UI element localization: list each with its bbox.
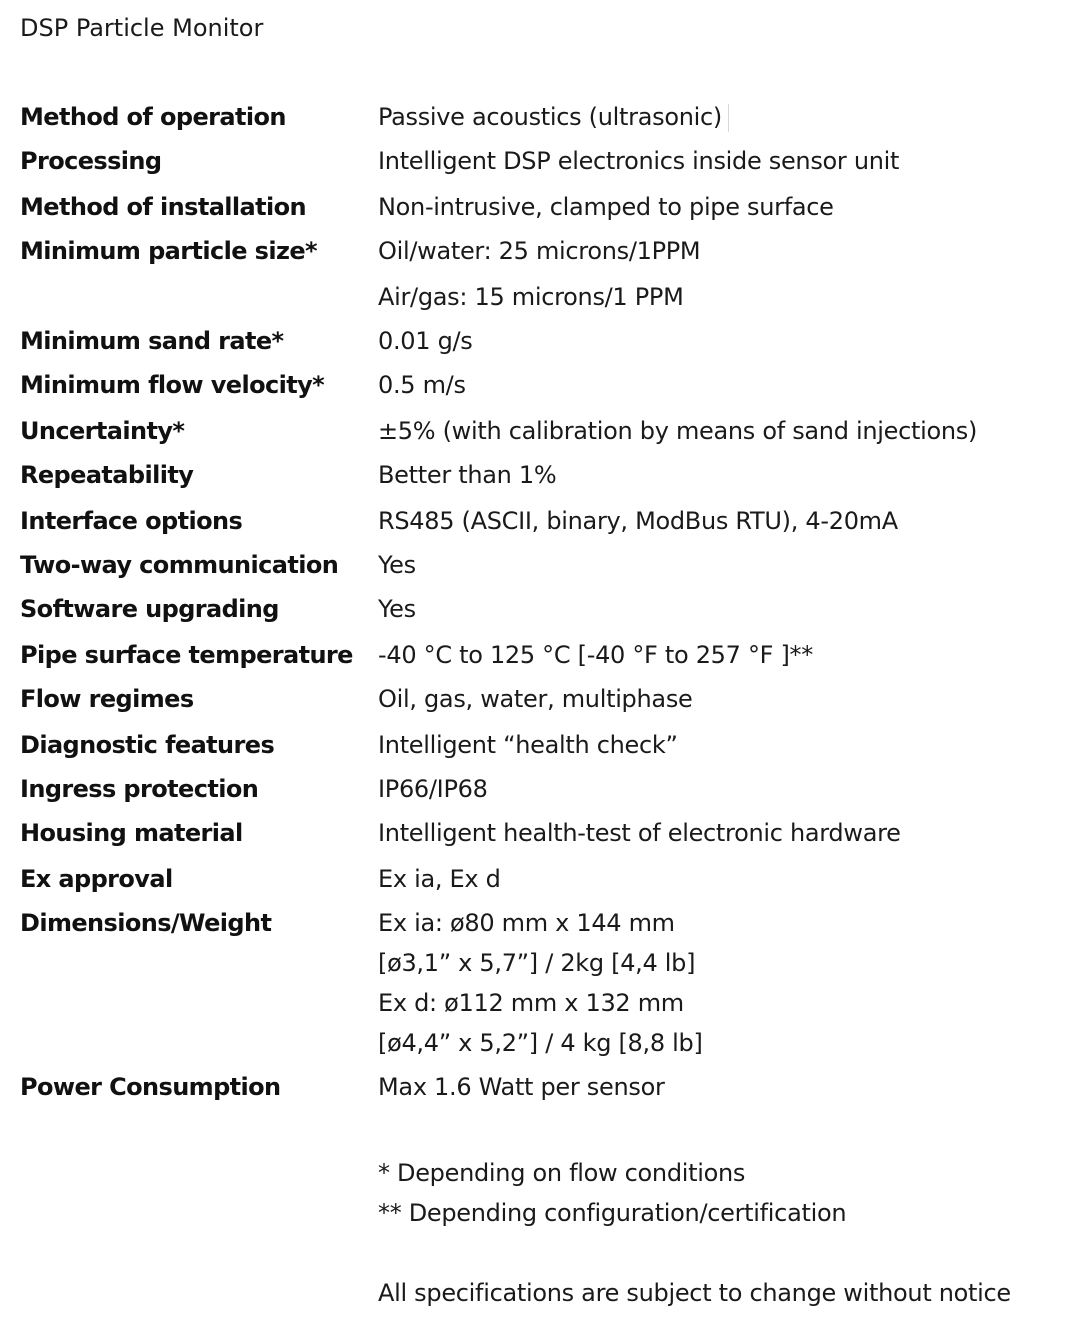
spec-label: Uncertainty*: [20, 417, 185, 445]
spec-label: Power Consumption: [20, 1073, 281, 1101]
spec-value: [378, 236, 700, 322]
spec-label: Minimum sand rate*: [20, 327, 284, 355]
spec-label: Method of operation: [20, 103, 286, 131]
spec-value: [378, 908, 703, 1068]
spec-value-line: Air/gas: 15 microns/1 PPM: [378, 283, 684, 311]
spec-label: Housing material: [20, 819, 243, 847]
spec-value-line: [ø3,1” x 5,7”] / 2kg [4,4 lb]: [378, 949, 696, 977]
spec-label: Interface options: [20, 507, 243, 535]
spec-value: IP66/IP68: [378, 775, 488, 803]
spec-value: RS485 (ASCII, binary, ModBus RTU), 4-20mA: [378, 507, 898, 535]
spec-value: Intelligent “health check”: [378, 731, 678, 759]
spec-value: Non-intrusive, clamped to pipe surface: [378, 193, 834, 221]
spec-label: Two-way communication: [20, 551, 339, 579]
spec-value: Better than 1%: [378, 461, 557, 489]
spec-value-line: Oil/water: 25 microns/1PPM: [378, 237, 701, 265]
spec-label: Flow regimes: [20, 685, 194, 713]
spec-label: Ex approval: [20, 865, 173, 893]
spec-value: Oil, gas, water, multiphase: [378, 685, 693, 713]
spec-value: ±5% (with calibration by means of sand injections): [378, 417, 978, 445]
spec-value: [378, 102, 729, 132]
spec-label: Ingress protection: [20, 775, 259, 803]
spec-value: 0.01 g/s: [378, 327, 473, 355]
document-title: DSP Particle Monitor: [20, 14, 264, 42]
spec-value: -40 °C to 125 °C [-40 °F to 257 °F ]**: [378, 641, 813, 669]
spec-value-text: Passive acoustics (ultrasonic): [378, 103, 722, 131]
spec-value: Intelligent DSP electronics inside sensor unit: [378, 147, 900, 175]
spec-value: Yes: [378, 595, 416, 623]
disclaimer: All specifications are subject to change without notice: [378, 1279, 1011, 1307]
text-cursor: [728, 104, 729, 132]
spec-label: Software upgrading: [20, 595, 279, 623]
footnote-configuration: ** Depending configuration/certification: [378, 1199, 847, 1227]
spec-label: Diagnostic features: [20, 731, 275, 759]
spec-value: Ex ia, Ex d: [378, 865, 501, 893]
spec-label: Dimensions/Weight: [20, 909, 272, 937]
spec-value: 0.5 m/s: [378, 371, 466, 399]
spec-label: Method of installation: [20, 193, 307, 221]
spec-label: Minimum particle size*: [20, 237, 317, 265]
spec-label: Pipe surface temperature: [20, 641, 353, 669]
spec-value-line: [ø4,4” x 5,2”] / 4 kg [8,8 lb]: [378, 1029, 703, 1057]
spec-value-line: Ex ia: ø80 mm x 144 mm: [378, 909, 675, 937]
spec-value: Intelligent health-test of electronic hardware: [378, 819, 901, 847]
spec-label: Repeatability: [20, 461, 194, 489]
spec-value: Max 1.6 Watt per sensor: [378, 1073, 665, 1101]
footnote-flow-conditions: * Depending on flow conditions: [378, 1159, 746, 1187]
spec-value-line: Ex d: ø112 mm x 132 mm: [378, 989, 684, 1017]
spec-label: Processing: [20, 147, 162, 175]
spec-value: Yes: [378, 551, 416, 579]
spec-label: Minimum flow velocity*: [20, 371, 325, 399]
